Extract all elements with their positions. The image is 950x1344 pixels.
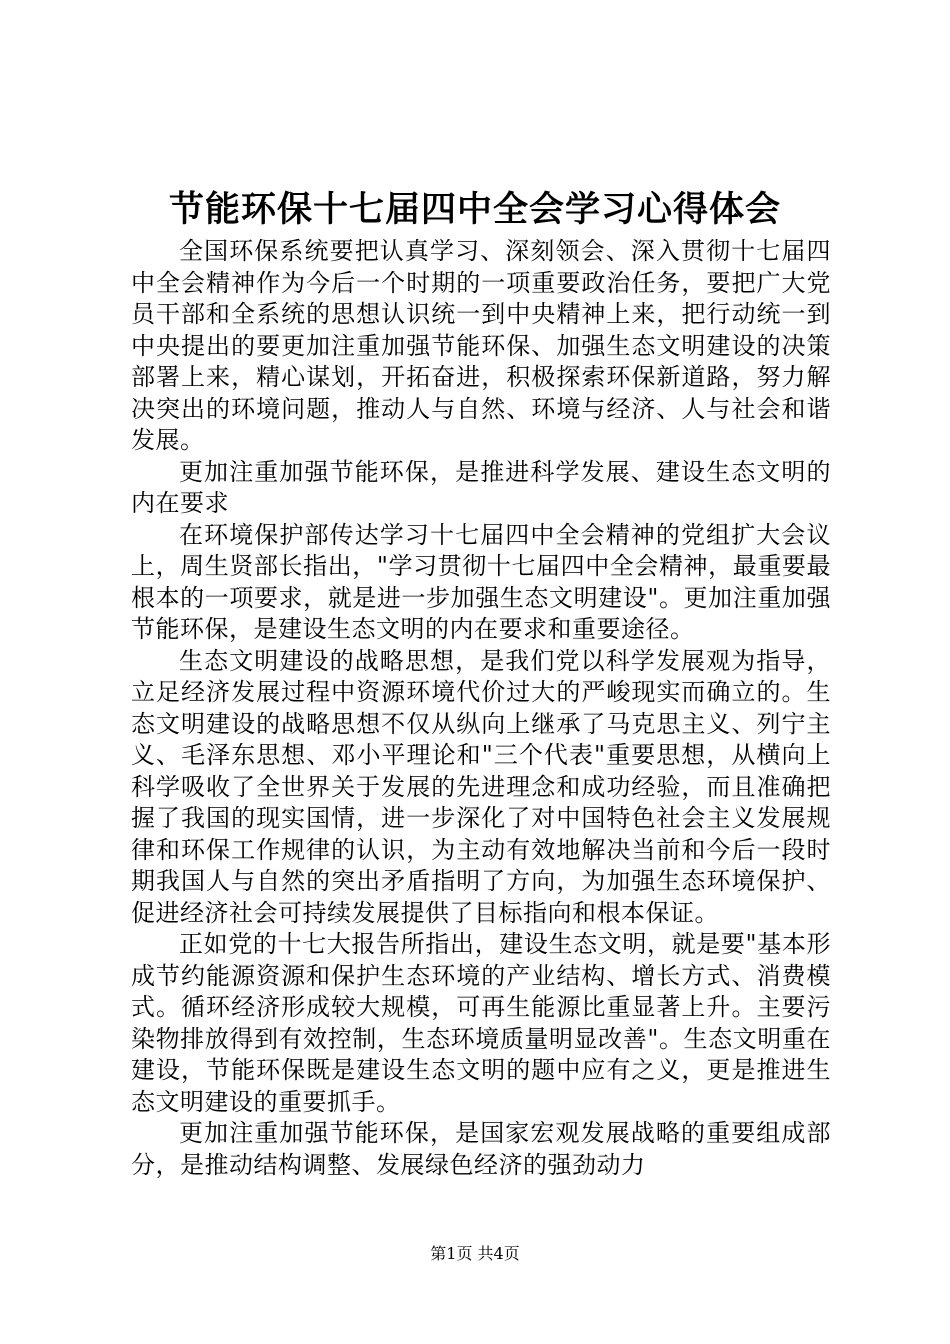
document-body <box>131 236 831 1181</box>
paragraph-2: 更加注重加强节能环保，是推进科学发展、建设生态文明的内在要求 <box>131 457 831 517</box>
page-number-footer: 第1页 共4页 <box>430 1244 520 1263</box>
paragraph-5: 正如党的十七大报告所指出，建设生态文明，就是要"基本形成节约能源资源和保护生态环境的产业结构、增长方式、消费模式。循环经济形成较大规模，可再生能源比重显著上升。主要污染物排放得到有效控制，生态环境质量明显改善"。生态文明重在建设，节能环保既是建设生态文明的题中应有之义，更是推进生态文明建设的重要抓手。 <box>131 930 831 1116</box>
paragraph-6: 更加注重加强节能环保，是国家宏观发展战略的重要组成部分，是推动结构调整、发展绿色经济的强劲动力 <box>131 1119 831 1179</box>
paragraph-3: 在环境保护部传达学习十七届四中全会精神的党组扩大会议上，周生贤部长指出，"学习贯彻十七届四中全会精神，最重要最根本的一项要求，就是进一步加强生态文明建设"。更加注重加强节能环保，是建设生态文明的内在要求和重要途径。 <box>131 520 831 643</box>
paragraph-1: 全国环保系统要把认真学习、深刻领会、深入贯彻十七届四中全会精神作为今后一个时期的一项重要政治任务，要把广大党员干部和全系统的思想认识统一到中央精神上来，把行动统一到中央提出的要更加注重加强节能环保、加强生态文明建设的决策部署上来，精心谋划，开拓奋进，积极探索环保新道路，努力解决突出的环境问题，推动人与自然、环境与经济、人与社会和谐发展。 <box>131 237 831 454</box>
document-title: 节能环保十七届四中全会学习心得体会 <box>168 189 781 230</box>
paragraph-4: 生态文明建设的战略思想，是我们党以科学发展观为指导，立足经济发展过程中资源环境代价过大的严峻现实而确立的。生态文明建设的战略思想不仅从纵向上继承了马克思主义、列宁主义、毛泽东思想、邓小平理论和"三个代表"重要思想，从横向上科学吸收了全世界关于发展的先进理念和成功经验，而且准确把握了我国的现实国情，进一步深化了对中国特色社会主义发展规律和环保工作规律的认识，为主动有效地解决当前和今后一段时期我国人与自然的突出矛盾指明了方向，为加强生态环境保护、促进经济社会可持续发展提供了目标指向和根本保证。 <box>131 646 831 927</box>
